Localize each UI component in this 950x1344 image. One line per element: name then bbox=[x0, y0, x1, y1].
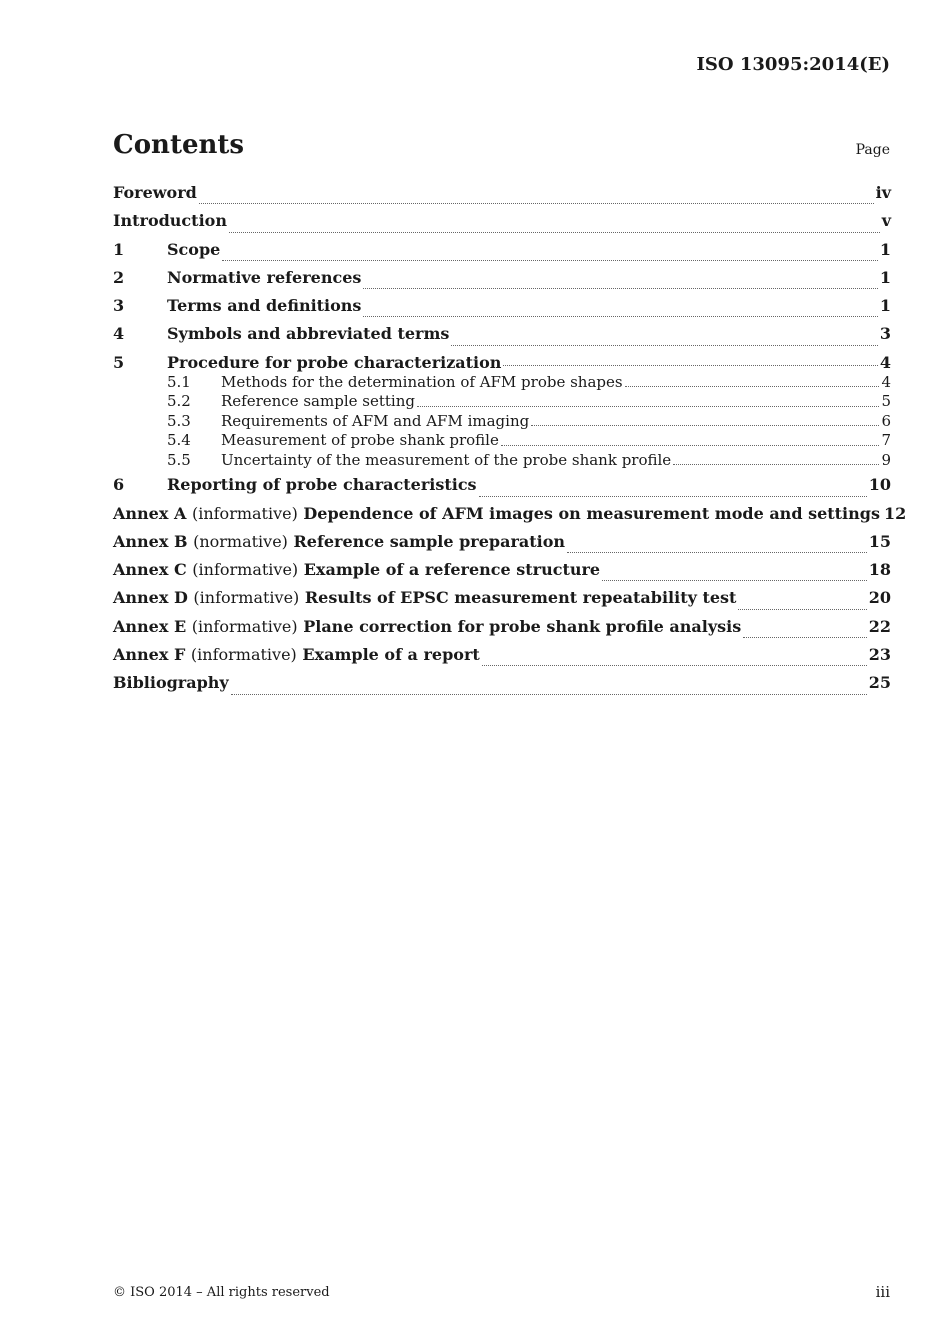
toc-title: Plane correction for probe shank profile analysis bbox=[303, 616, 742, 636]
dot-leader bbox=[363, 287, 877, 289]
toc-entry-procedure[interactable] bbox=[113, 353, 891, 373]
toc-entry-reporting[interactable] bbox=[113, 475, 891, 503]
toc-page: 9 bbox=[881, 450, 891, 469]
toc-title: Results of EPSC measurement repeatability test bbox=[304, 588, 737, 608]
toc-title: Normative references bbox=[167, 267, 362, 287]
dot-leader bbox=[199, 202, 874, 204]
toc-title: Reference sample setting bbox=[221, 392, 415, 411]
toc-title: Introduction bbox=[113, 211, 227, 231]
dot-leader bbox=[503, 364, 877, 366]
toc-entry-annex-c[interactable] bbox=[113, 560, 891, 588]
toc-title: Reporting of probe characteristics bbox=[167, 475, 477, 495]
annex-label: Annex A bbox=[113, 503, 187, 523]
toc-title: Measurement of probe shank profile bbox=[221, 431, 499, 450]
dot-leader bbox=[738, 608, 866, 610]
toc-title: Reference sample preparation bbox=[293, 531, 566, 551]
toc-entry-5-4[interactable] bbox=[113, 431, 891, 451]
dot-leader bbox=[673, 463, 879, 465]
page-column-label: Page bbox=[855, 142, 890, 158]
annex-label: Annex D bbox=[113, 588, 188, 608]
toc-page: 1 bbox=[879, 296, 891, 316]
toc-number: 3 bbox=[113, 296, 125, 316]
toc-page: 3 bbox=[879, 324, 891, 344]
toc-number: 5.2 bbox=[167, 392, 191, 411]
annex-type: (informative) bbox=[191, 503, 298, 523]
toc-page: 23 bbox=[868, 645, 891, 665]
toc-page: 25 bbox=[868, 673, 891, 693]
toc-entry-annex-f[interactable] bbox=[113, 645, 891, 673]
toc-entry-annex-d[interactable] bbox=[113, 588, 891, 616]
annex-label: Annex B bbox=[113, 531, 188, 551]
toc-entry-terms-and-definitions[interactable] bbox=[113, 296, 891, 324]
toc-entry-annex-b[interactable] bbox=[113, 532, 891, 560]
toc-number: 5.1 bbox=[167, 372, 191, 391]
toc-title: Uncertainty of the measurement of the probe shank profile bbox=[221, 450, 672, 469]
dot-leader bbox=[501, 444, 880, 446]
dot-leader bbox=[482, 664, 867, 666]
toc-title: Procedure for probe characterization bbox=[167, 352, 502, 372]
toc-page: 22 bbox=[868, 616, 891, 636]
copyright-notice: © ISO 2014 – All rights reserved bbox=[113, 1285, 330, 1300]
toc-page: 4 bbox=[879, 352, 891, 372]
dot-leader bbox=[479, 495, 867, 497]
toc-entry-5-3[interactable] bbox=[113, 412, 891, 432]
annex-type: (informative) bbox=[192, 560, 299, 580]
toc-entry-5-2[interactable] bbox=[113, 392, 891, 412]
annex-label: Annex F bbox=[113, 645, 186, 665]
toc-number: 5.4 bbox=[167, 431, 191, 450]
document-id: ISO 13095:2014(E) bbox=[696, 54, 890, 75]
toc-number: 6 bbox=[113, 475, 125, 495]
toc-page: 10 bbox=[868, 475, 891, 495]
toc-page: 12 bbox=[883, 503, 907, 523]
toc-entry-annex-a[interactable] bbox=[113, 503, 907, 532]
dot-leader bbox=[451, 344, 877, 346]
dot-leader bbox=[417, 405, 880, 407]
toc-entry-annex-e[interactable] bbox=[113, 617, 891, 645]
toc-number: 4 bbox=[113, 324, 125, 344]
toc-page: iv bbox=[875, 183, 891, 202]
toc-title: Scope bbox=[167, 239, 221, 259]
annex-label: Annex C bbox=[113, 560, 187, 580]
dot-leader bbox=[625, 385, 880, 387]
toc-title: Methods for the determination of AFM probe shapes bbox=[221, 372, 623, 391]
toc-entry-introduction[interactable] bbox=[113, 211, 891, 239]
toc-number: 5 bbox=[113, 352, 125, 372]
annex-type: (normative) bbox=[193, 531, 288, 551]
toc-entry-symbols[interactable] bbox=[113, 324, 891, 352]
toc-page: 1 bbox=[879, 267, 891, 287]
toc-title: Bibliography bbox=[113, 673, 229, 693]
toc-title: Dependence of AFM images on measurement mode and settings bbox=[303, 503, 880, 523]
contents-title: Contents bbox=[113, 130, 245, 160]
dot-leader bbox=[531, 424, 879, 426]
toc-number: 2 bbox=[113, 267, 125, 287]
dot-leader bbox=[743, 636, 866, 638]
toc-page: 7 bbox=[881, 431, 891, 450]
toc-entry-normative-references[interactable] bbox=[113, 268, 891, 296]
toc-title: Example of a reference structure bbox=[303, 560, 601, 580]
toc-page: 18 bbox=[868, 560, 891, 580]
toc-title: Example of a report bbox=[302, 645, 480, 665]
toc-entry-5-5[interactable] bbox=[113, 451, 891, 471]
page-number: iii bbox=[875, 1283, 890, 1301]
toc-page: 15 bbox=[868, 531, 891, 551]
dot-leader bbox=[567, 551, 867, 553]
toc-page: 6 bbox=[881, 411, 891, 430]
toc-number: 5.5 bbox=[167, 450, 191, 469]
toc-title: Symbols and abbreviated terms bbox=[167, 324, 450, 344]
toc-number: 1 bbox=[113, 239, 125, 259]
toc-entry-foreword[interactable] bbox=[113, 183, 891, 211]
toc-entry-bibliography[interactable] bbox=[113, 673, 891, 701]
annex-label: Annex E bbox=[113, 616, 187, 636]
toc-title: Foreword bbox=[113, 183, 197, 202]
toc-page: 1 bbox=[879, 239, 891, 259]
annex-type: (informative) bbox=[193, 588, 300, 608]
dot-leader bbox=[229, 231, 880, 233]
toc-page: 20 bbox=[868, 588, 891, 608]
toc-page: 5 bbox=[881, 392, 891, 411]
annex-type: (informative) bbox=[191, 616, 298, 636]
dot-leader bbox=[602, 579, 867, 581]
toc-page: 4 bbox=[881, 372, 891, 391]
toc-entry-scope[interactable] bbox=[113, 240, 891, 268]
annex-type: (informative) bbox=[190, 645, 297, 665]
table-of-contents bbox=[113, 183, 907, 702]
toc-title: Terms and definitions bbox=[167, 296, 362, 316]
toc-title: Requirements of AFM and AFM imaging bbox=[221, 411, 530, 430]
dot-leader bbox=[363, 315, 877, 317]
dot-leader bbox=[231, 693, 867, 695]
toc-page: v bbox=[881, 211, 891, 231]
toc-number: 5.3 bbox=[167, 411, 191, 430]
toc-entry-5-1[interactable] bbox=[113, 373, 891, 393]
dot-leader bbox=[222, 259, 878, 261]
